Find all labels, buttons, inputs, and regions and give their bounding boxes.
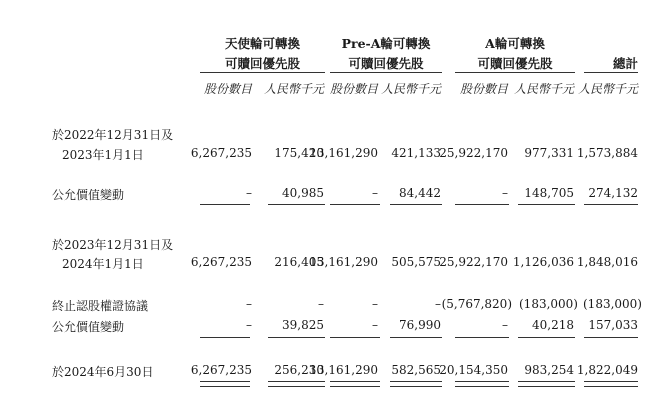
cell: 39,825 xyxy=(282,318,324,332)
subtotal-line xyxy=(455,337,509,338)
subtotal-line xyxy=(455,204,509,205)
header-angel-line2: 可贖回優先股 xyxy=(224,56,300,71)
row-label: 於2023年12月31日及 xyxy=(52,238,174,252)
cell: 6,267,235 xyxy=(190,255,252,269)
row-label: 於2024年6月30日 xyxy=(52,365,154,379)
header-a-line2: 可贖回優先股 xyxy=(477,56,553,71)
row-label-sub: 2023年1月1日 xyxy=(62,148,144,162)
cell: 148,705 xyxy=(524,186,574,200)
cell: 977,331 xyxy=(524,146,574,160)
cell: – xyxy=(372,186,378,200)
subtotal-line xyxy=(200,204,250,205)
total-double-line xyxy=(200,381,250,387)
cell: 25,922,170 xyxy=(439,146,508,160)
header-angel-line1: 天使輪可轉換 xyxy=(224,36,300,51)
cell: 216,405 xyxy=(274,255,324,269)
subtotal-line xyxy=(200,337,250,338)
subtotal-line xyxy=(390,204,442,205)
total-double-line xyxy=(330,381,380,387)
cell: 505,575 xyxy=(391,255,441,269)
unit-prea-rmb: 人民幣千元 xyxy=(380,82,441,96)
subtotal-line xyxy=(330,204,380,205)
row-label: 終止認股權證協議 xyxy=(52,299,149,313)
total-double-line xyxy=(584,381,638,387)
unit-a-rmb: 人民幣千元 xyxy=(513,82,574,96)
subtotal-line xyxy=(268,337,325,338)
row-label: 公允價值變動 xyxy=(52,188,125,202)
header-underline-prea xyxy=(330,72,442,73)
unit-angel-shares: 股份數目 xyxy=(203,82,252,96)
cell: 582,565 xyxy=(391,363,441,377)
total-double-line xyxy=(390,381,442,387)
subtotal-line xyxy=(584,337,638,338)
cell: (183,000) xyxy=(583,297,642,311)
cell: (5,767,820) xyxy=(441,297,512,311)
subtotal-line xyxy=(268,204,325,205)
subtotal-line xyxy=(584,204,638,205)
cell: 25,922,170 xyxy=(439,255,508,269)
cell: 40,985 xyxy=(282,186,324,200)
unit-a-shares: 股份數目 xyxy=(459,82,508,96)
cell: – xyxy=(246,297,252,311)
cell: 983,254 xyxy=(524,363,574,377)
total-double-line xyxy=(518,381,575,387)
cell: 13,161,290 xyxy=(309,146,378,160)
cell: – xyxy=(372,318,378,332)
row-label: 於2022年12月31日及 xyxy=(52,128,174,142)
cell: – xyxy=(318,297,324,311)
row-label-sub: 2024年1月1日 xyxy=(62,257,144,271)
cell: – xyxy=(502,186,508,200)
subtotal-line xyxy=(518,337,575,338)
subtotal-line xyxy=(390,337,442,338)
cell: – xyxy=(246,186,252,200)
cell: 1,822,049 xyxy=(576,363,638,377)
header-total: 總計 xyxy=(612,56,638,71)
cell: 40,218 xyxy=(532,318,574,332)
cell: 421,133 xyxy=(391,146,441,160)
cell: 1,573,884 xyxy=(576,146,638,160)
cell: 76,990 xyxy=(399,318,441,332)
header-prea-line1: Pre-A輪可轉換 xyxy=(341,36,431,51)
cell: 157,033 xyxy=(588,318,638,332)
header-underline-total xyxy=(584,72,638,73)
cell: 84,442 xyxy=(399,186,441,200)
cell: (183,000) xyxy=(519,297,578,311)
subtotal-line xyxy=(330,337,380,338)
row-label: 公允價值變動 xyxy=(52,320,125,334)
cell: – xyxy=(502,318,508,332)
header-underline-a xyxy=(455,72,575,73)
cell: 20,154,350 xyxy=(439,363,508,377)
cell: 175,420 xyxy=(274,146,324,160)
header-a-line1: A輪可轉換 xyxy=(485,36,545,51)
total-double-line xyxy=(455,381,509,387)
cell: 6,267,235 xyxy=(190,363,252,377)
cell: – xyxy=(435,297,441,311)
cell: 1,848,016 xyxy=(576,255,638,269)
cell: 13,161,290 xyxy=(309,363,378,377)
unit-angel-rmb: 人民幣千元 xyxy=(263,82,324,96)
cell: 1,126,036 xyxy=(512,255,574,269)
header-prea-line2: 可贖回優先股 xyxy=(348,56,424,71)
total-double-line xyxy=(268,381,325,387)
cell: 13,161,290 xyxy=(309,255,378,269)
cell: – xyxy=(246,318,252,332)
cell: 274,132 xyxy=(588,186,638,200)
unit-total-rmb: 人民幣千元 xyxy=(577,82,638,96)
cell: 6,267,235 xyxy=(190,146,252,160)
unit-prea-shares: 股份數目 xyxy=(329,82,378,96)
cell: – xyxy=(372,297,378,311)
subtotal-line xyxy=(518,204,575,205)
cell: 256,230 xyxy=(274,363,324,377)
header-underline-angel xyxy=(200,72,325,73)
